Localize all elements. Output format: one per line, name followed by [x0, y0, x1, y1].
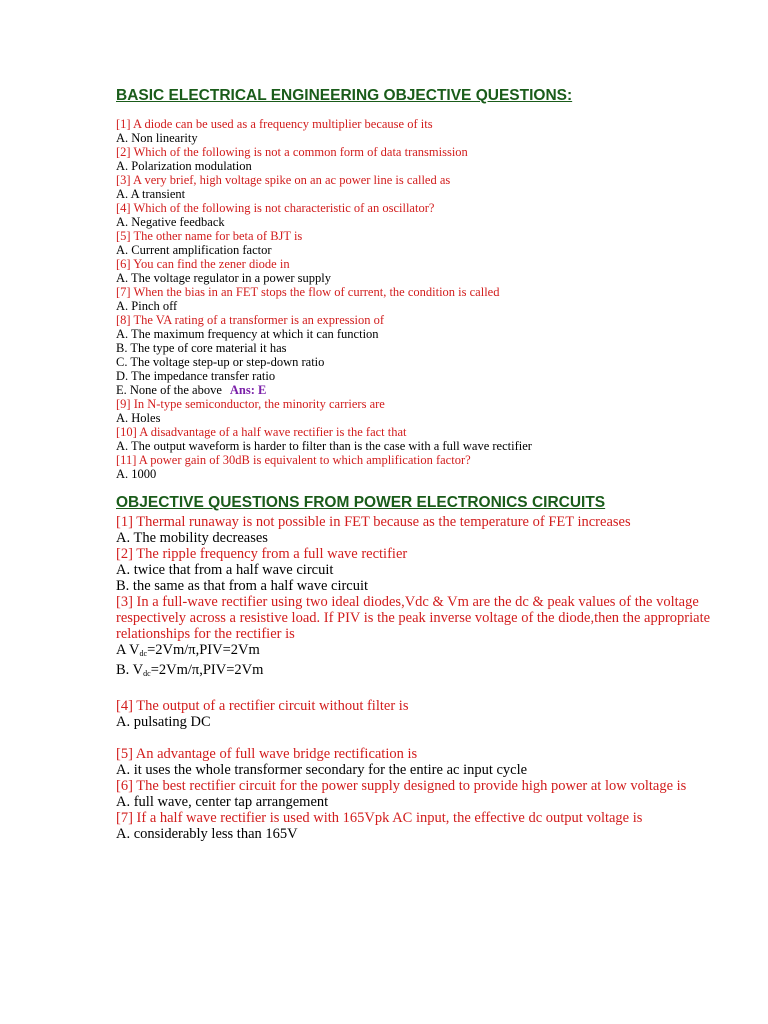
answer-formula — [116, 642, 756, 662]
formula-part: dc — [139, 649, 148, 658]
question-list — [116, 514, 756, 842]
spacer — [116, 730, 756, 746]
question-text: [4] Which of the following is not characteristic of an oscillator? — [116, 201, 435, 215]
question-text: [2] The ripple frequency from a full wave rectifier — [116, 546, 408, 562]
formula-part: =2Vm/π,PIV=2Vm — [147, 642, 260, 658]
question-text: [1] Thermal runaway is not possible in FET because as the temperature of FET increases — [116, 514, 631, 530]
answer-text: A. Non linearity — [116, 131, 198, 145]
answer-text: A. The maximum frequency at which it can function — [116, 327, 379, 341]
question-text: [4] The output of a rectifier circuit without filter is — [116, 698, 409, 714]
answer-text: B. The type of core material it has — [116, 341, 287, 355]
question-list — [116, 117, 756, 481]
answer-text: A. A transient — [116, 187, 186, 201]
basic-electrical-section — [116, 86, 756, 481]
question-text: [6] The best rectifier circuit for the power supply designed to provide high power at low voltage is — [116, 778, 687, 794]
answer-text: A. Pinch off — [116, 299, 178, 313]
answer-text: A. twice that from a half wave circuit — [116, 562, 334, 578]
question-text: [1] A diode can be used as a frequency multiplier because of its — [116, 117, 433, 131]
answer-text: A. full wave, center tap arrangement — [116, 794, 329, 810]
question-text: [7] When the bias in an FET stops the flow of current, the condition is called — [116, 285, 500, 299]
formula-part: B. V — [116, 662, 144, 678]
answer-text: A. it uses the whole transformer secondary for the entire ac input cycle — [116, 762, 528, 778]
answer-text: D. The impedance transfer ratio — [116, 369, 276, 383]
question-text: [11] A power gain of 30dB is equivalent to which amplification factor? — [116, 453, 471, 467]
question-text: [3] In a full-wave rectifier using two ideal diodes,Vdc & Vm are the dc & peak values of the voltage respectively across a resistive load. If PIV is the peak inverse voltage of the diode,then the appropriate relationships for the rectifier is — [116, 594, 711, 642]
answer-text: B. the same as that from a half wave circuit — [116, 578, 369, 594]
spacer — [116, 682, 756, 698]
answer-formula — [116, 662, 756, 682]
question-text: [9] In N-type semiconductor, the minority carriers are — [116, 397, 385, 411]
question-text: [8] The VA rating of a transformer is an expression of — [116, 313, 384, 327]
answer-text: A. Holes — [116, 411, 161, 425]
question-text: [6] You can find the zener diode in — [116, 257, 290, 271]
answer-text: A. Polarization modulation — [116, 159, 252, 173]
question-text: [10] A disadvantage of a half wave rectifier is the fact that — [116, 425, 407, 439]
option-text: E. None of the above — [116, 383, 222, 397]
answer-text: A. considerably less than 165V — [116, 826, 298, 842]
power-electronics-section — [116, 493, 756, 842]
answer-text: A. The mobility decreases — [116, 530, 268, 546]
formula-part: =2Vm/π,PIV=2Vm — [150, 662, 264, 678]
answer-text: A. The voltage regulator in a power supply — [116, 271, 331, 285]
answer-text: C. The voltage step-up or step-down ratio — [116, 355, 325, 369]
section-heading: OBJECTIVE QUESTIONS FROM POWER ELECTRONICS CIRCUITS — [116, 494, 606, 511]
question-text: [3] A very brief, high voltage spike on an ac power line is called as — [116, 173, 451, 187]
answer-text — [116, 383, 756, 397]
answer-text: A. Negative feedback — [116, 215, 225, 229]
answer-text: A. 1000 — [116, 467, 157, 481]
answer-key: Ans: E — [229, 383, 267, 397]
question-text: [2] Which of the following is not a common form of data transmission — [116, 145, 468, 159]
answer-text: A. pulsating DC — [116, 714, 211, 730]
question-text: [7] If a half wave rectifier is used with 165Vpk AC input, the effective dc output voltage is — [116, 810, 643, 826]
section-heading: BASIC ELECTRICAL ENGINEERING OBJECTIVE QUESTIONS: — [116, 87, 573, 104]
answer-text: A. The output waveform is harder to filter than is the case with a full wave rectifier — [116, 439, 532, 453]
answer-text: A. Current amplification factor — [116, 243, 272, 257]
formula-part: A V — [116, 642, 140, 658]
formula-part: dc — [143, 669, 151, 678]
question-text: [5] The other name for beta of BJT is — [116, 229, 303, 243]
question-text: [5] An advantage of full wave bridge rectification is — [116, 746, 418, 762]
